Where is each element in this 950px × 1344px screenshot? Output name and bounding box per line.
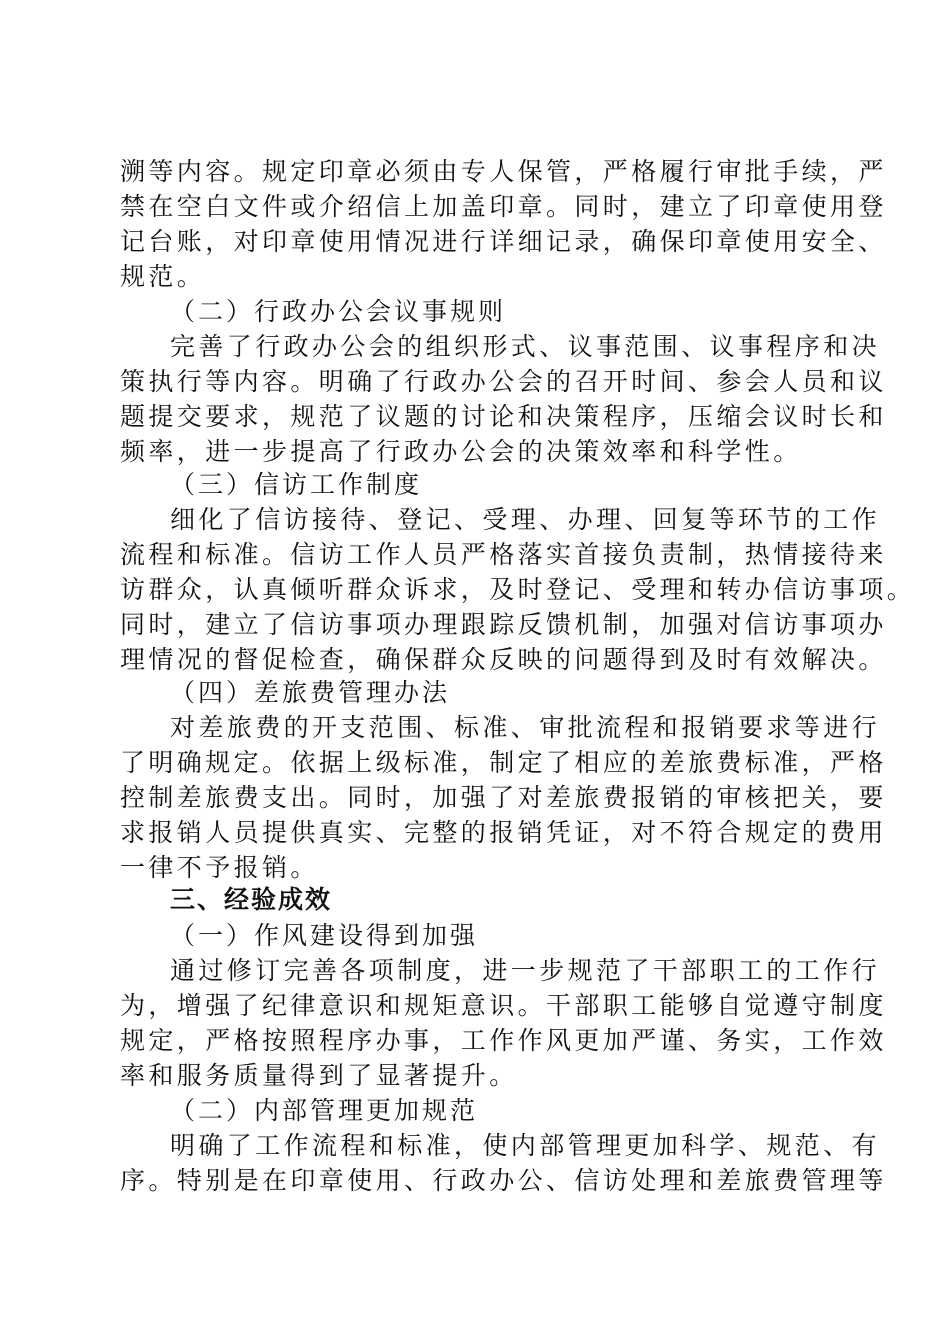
body-text-line: 完善了行政办公会的组织形式、议事范围、议事程序和决: [170, 332, 881, 361]
body-text-line: 序。特别是在印章使用、行政办公、信访处理和差旅费管理等: [120, 1166, 887, 1195]
section-heading: 三、经验成效: [170, 885, 333, 914]
body-text-line: 为，增强了纪律意识和规矩意识。干部职工能够自觉遵守制度: [120, 991, 887, 1020]
body-text-line: 理情况的督促检查，确保群众反映的问题得到及时有效解决。: [120, 645, 887, 674]
body-text-line: 规定，严格按照程序办事，工作作风更加严谨、务实，工作效: [120, 1026, 887, 1055]
body-text-line: 一律不予报销。: [120, 853, 319, 882]
section-subheading: （一）作风建设得到加强: [170, 921, 479, 950]
section-subheading: （三）信访工作制度: [170, 470, 423, 499]
section-subheading: （二）行政办公会议事规则: [170, 297, 507, 326]
body-text-line: 频率，进一步提高了行政办公会的决策效率和科学性。: [120, 437, 802, 466]
body-text-line: 求报销人员提供真实、完整的报销凭证，对不符合规定的费用: [120, 818, 887, 847]
body-text-line: 对差旅费的开支范围、标准、审批流程和报销要求等进行: [170, 713, 881, 742]
body-text-line: 题提交要求，规范了议题的讨论和决策程序，压缩会议时长和: [120, 402, 887, 431]
section-subheading: （二）内部管理更加规范: [170, 1096, 479, 1125]
body-text-line: 记台账，对印章使用情况进行详细记录，确保印章使用安全、: [120, 227, 887, 256]
body-text-line: 同时，建立了信访事项办理跟踪反馈机制，加强对信访事项办: [120, 610, 887, 639]
body-text-line: 通过修订完善各项制度，进一步规范了干部职工的工作行: [170, 956, 881, 985]
body-text-line: 溯等内容。规定印章必须由专人保管，严格履行审批手续，严: [120, 157, 887, 186]
body-text-line: 规范。: [120, 262, 206, 291]
body-text-line: 流程和标准。信访工作人员严格落实首接负责制，热情接待来: [120, 540, 887, 569]
body-text-line: 访群众，认真倾听群众诉求，及时登记、受理和转办信访事项。: [120, 575, 916, 604]
body-text-line: 了明确规定。依据上级标准，制定了相应的差旅费标准，严格: [120, 748, 887, 777]
body-text-line: 率和服务质量得到了显著提升。: [120, 1061, 518, 1090]
body-text-line: 策执行等内容。明确了行政办公会的召开时间、参会人员和议: [120, 367, 887, 396]
body-text-line: 细化了信访接待、登记、受理、办理、回复等环节的工作: [170, 505, 881, 534]
body-text-line: 禁在空白文件或介绍信上加盖印章。同时，建立了印章使用登: [120, 192, 887, 221]
body-text-line: 明确了工作流程和标准，使内部管理更加科学、规范、有: [170, 1131, 881, 1160]
body-text-line: 控制差旅费支出。同时，加强了对差旅费报销的审核把关，要: [120, 783, 887, 812]
section-subheading: （四）差旅费管理办法: [170, 678, 451, 707]
